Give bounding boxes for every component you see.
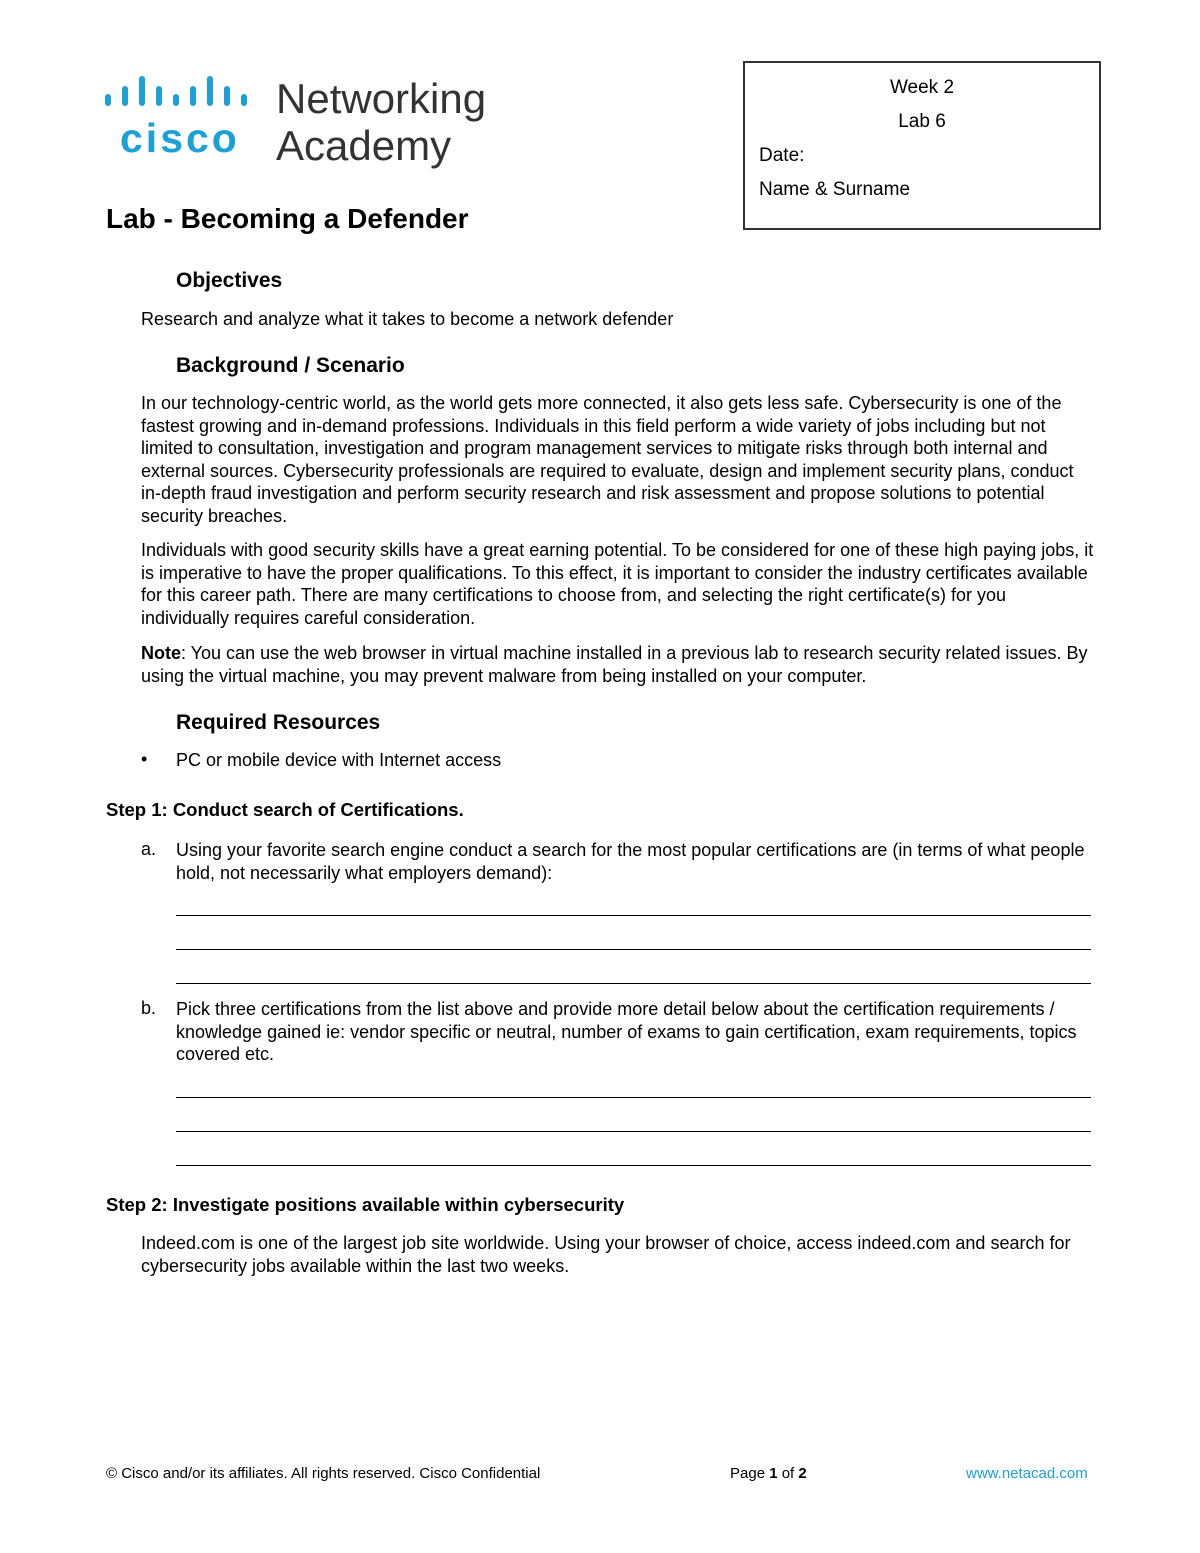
- objectives-heading: Objectives: [176, 269, 283, 292]
- note-text: : You can use the web browser in virtual machine installed in a previous lab to research security related issues. By using the virtual machine, you may prevent malware from being installed on your computer.: [141, 643, 1088, 686]
- resources-heading: Required Resources: [176, 711, 381, 734]
- page-title: Lab - Becoming a Defender: [106, 203, 469, 234]
- bullet-icon: •: [141, 749, 148, 769]
- answer-line[interactable]: [176, 949, 1091, 950]
- step1-b-letter: b.: [141, 998, 157, 1018]
- step1-b-text: Pick three certifications from the list above and provide more detail below about the certification requirements / knowledge gained ie: vendor specific or neutral, number of exams to gain certification, exam requirements, topics covered etc.: [176, 999, 1077, 1065]
- date-label: Date:: [759, 145, 805, 166]
- footer-website-link[interactable]: www.netacad.com: [966, 1465, 1088, 1482]
- answer-line[interactable]: [176, 915, 1091, 916]
- name-label: Name & Surname: [759, 179, 911, 200]
- background-paragraph-1: [141, 392, 1096, 528]
- answer-line[interactable]: [176, 1097, 1091, 1098]
- objectives-text: Research and analyze what it takes to become a network defender: [141, 309, 674, 329]
- logo-academy: Academy: [276, 122, 452, 169]
- info-box: [743, 61, 1101, 230]
- step1-a-text: Using your favorite search engine conduct a search for the most popular certifications are (in terms of what people hold, not necessarily what employers demand):: [176, 840, 1085, 883]
- answer-line[interactable]: [176, 1165, 1091, 1166]
- cisco-logo-text: cisco: [120, 115, 240, 161]
- logo-networking: Networking: [276, 75, 487, 122]
- footer-page-number: Page 1 of 2: [730, 1465, 807, 1482]
- lab-label: Lab 6: [898, 111, 946, 132]
- background-p1-text: In our technology-centric world, as the world gets more connected, it also gets less safe. Cybersecurity is one of the fastest growing and in-demand professions. Individuals in this field perform a wide variety of jobs including but not limited to consultation, investigation and program management services to mitigate risks through both internal and external sources. Cybersecurity professionals are required to evaluate, design and implement security plans, conduct in-depth fraud investigation and perform security research and risk assessment and propose solutions to potential security breaches.: [141, 393, 1074, 526]
- answer-line[interactable]: [176, 1131, 1091, 1132]
- note-paragraph: [141, 642, 1096, 687]
- step1-heading: Step 1: Conduct search of Certifications.: [106, 799, 464, 820]
- note-label: Note: [141, 643, 181, 663]
- answer-line[interactable]: [176, 983, 1091, 984]
- week-label: Week 2: [889, 77, 955, 98]
- step2-text: Indeed.com is one of the largest job site worldwide. Using your browser of choice, access indeed.com and search for cybersecurity jobs available within the last two weeks.: [141, 1233, 1071, 1276]
- footer-copyright: © Cisco and/or its affiliates. All rights reserved. Cisco Confidential: [106, 1465, 541, 1482]
- step2-heading: Step 2: Investigate positions available within cybersecurity: [106, 1194, 625, 1215]
- background-heading: Background / Scenario: [176, 354, 405, 377]
- background-p2-text: Individuals with good security skills have a great earning potential. To be considered for one of these high paying jobs, it is imperative to have the proper qualifications. To this effect, it is important to consider the industry certificates available for this career path. There are many certifications to choose from, and selecting the right certificate(s) for you individually requires careful consideration.: [141, 540, 1094, 628]
- cisco-bars-icon: [105, 76, 265, 112]
- resource-item: PC or mobile device with Internet access: [176, 750, 502, 770]
- step1-a-letter: a.: [141, 839, 157, 859]
- background-paragraph-2: [141, 539, 1096, 629]
